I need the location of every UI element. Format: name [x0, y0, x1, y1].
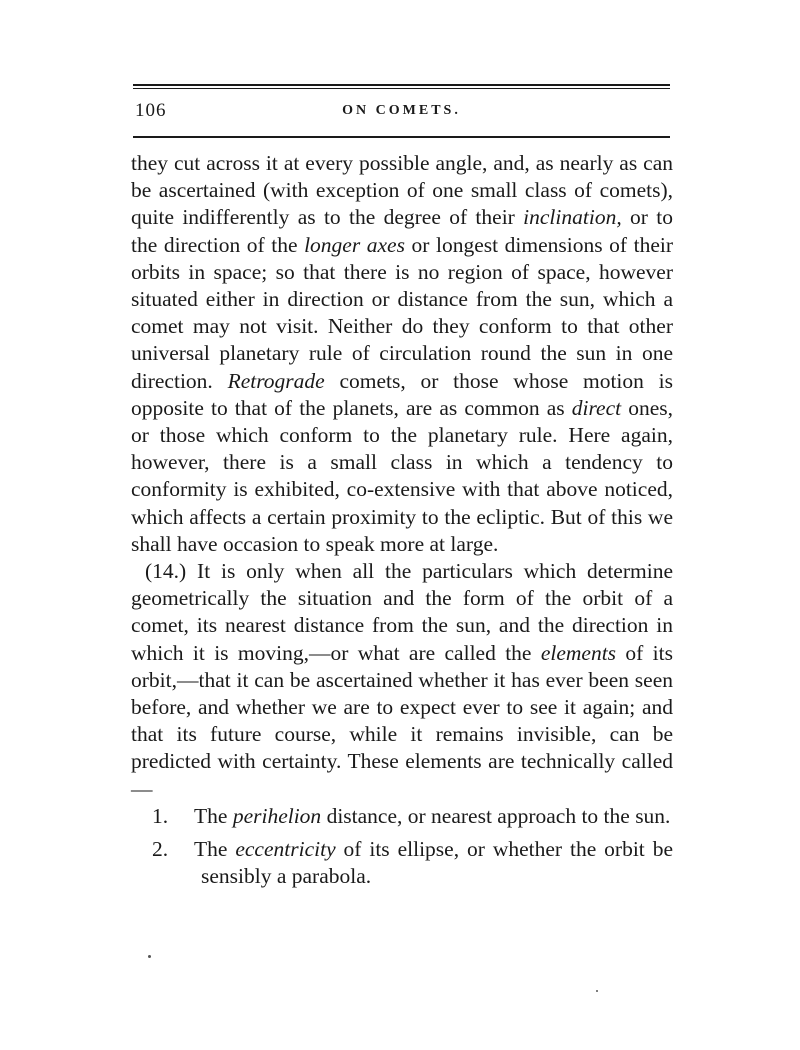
italic-term-retrograde: Retrograde [227, 368, 325, 393]
header-rule-top-thin [133, 88, 670, 89]
text-run: of its ellipse, or whether the orbit be sensibly a parabola. [201, 837, 673, 889]
text-run: distance, or nearest approach to the sun. [321, 803, 671, 828]
print-speck [596, 990, 598, 992]
paragraph-1 [131, 150, 673, 558]
italic-term-inclination: inclination, [523, 205, 622, 230]
text-run: or to the direction of the [131, 205, 673, 257]
running-header [133, 100, 670, 126]
header-rule-top [133, 84, 670, 86]
italic-term-perihelion: perihelion [232, 803, 322, 828]
italic-term-eccentricity: eccentricity [235, 837, 336, 862]
text-run: The [194, 837, 236, 862]
list-item-1 [131, 803, 673, 830]
text-run: of its orbit,—that it can be ascertained whether it has ever been seen before, and whether we are to expect ever to see it again; and that its future course, while it remains invisible, can be predicted with certainty. These elements are technically called— [131, 640, 673, 801]
paragraph-2 [131, 558, 673, 803]
running-title: ON COMETS. [342, 103, 461, 118]
text-run: ones, or those which conform to the planetary rule. Here again, however, there is a small class in which a tendency to conformity is exhibited, co-extensive with that above noticed, which affects a certain proximity to the ecliptic. But of this we shall have occasion to speak more at large. [131, 395, 673, 556]
italic-term-longer-axes: longer axes [304, 232, 405, 257]
text-run: they cut across it at every possible angle, and, as nearly as can be ascertained (with exception of one small class of comets), quite indifferently as to the degree of their [131, 151, 673, 230]
page-body [131, 150, 673, 890]
list-item-2 [131, 836, 673, 890]
list-number: 2. [152, 837, 169, 862]
text-run: The [194, 803, 233, 828]
italic-term-direct: direct [571, 395, 622, 420]
page-number: 106 [135, 100, 167, 121]
text-run: or longest dimensions of their orbits in space; so that there is no region of space, however situated either in direction or distance from the sun, which a comet may not visit. Neither do they conform to that other universal planetary rule of circulation round the sun in one direction. [131, 232, 673, 393]
print-speck [148, 955, 151, 958]
header-rule-bottom [133, 136, 670, 138]
text-run: comets, or those whose motion is opposite to that of the planets, are as common as [131, 368, 674, 420]
text-run: (14.) It is only when all the particulars which determine geometrically the situation and the form of the orbit of a comet, its nearest distance from the sun, and the direction in which it is moving,—or what are called the [131, 559, 673, 665]
list-number: 1. [152, 803, 169, 828]
italic-term-elements: elements [540, 640, 617, 665]
